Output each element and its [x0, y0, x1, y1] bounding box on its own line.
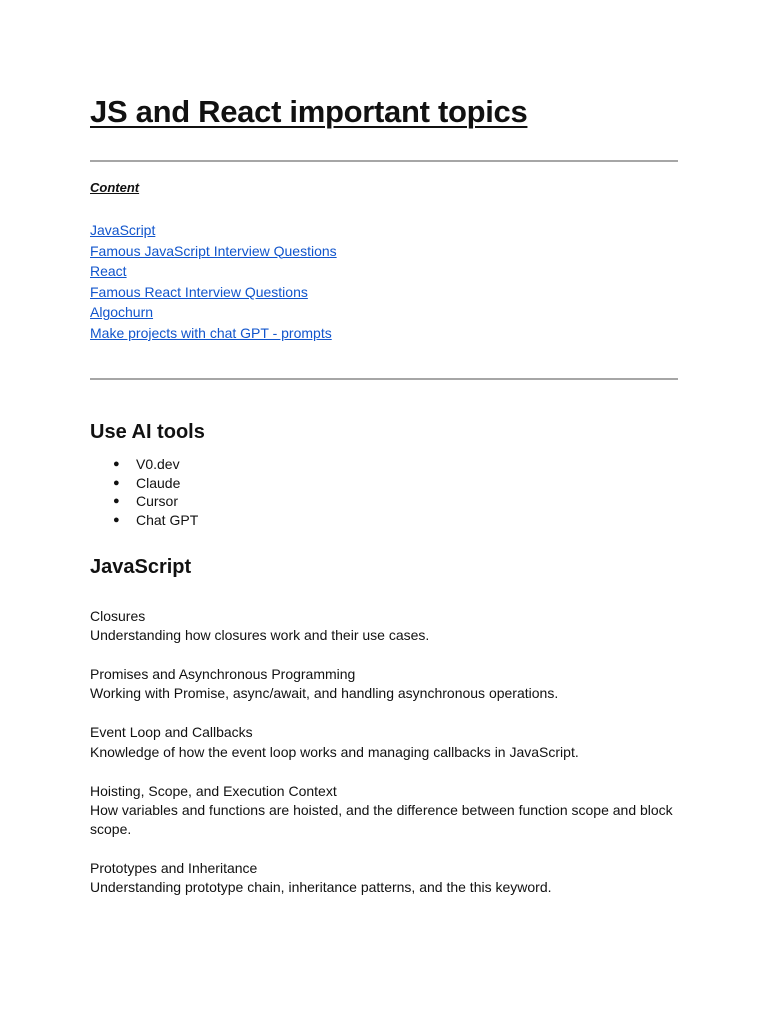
topic-block — [90, 665, 678, 704]
bullet-icon: ● — [113, 458, 120, 470]
list-item-label: Cursor — [136, 493, 179, 510]
topic-title: Promises and Asynchronous Programming — [90, 666, 356, 683]
bullet-icon: ● — [113, 476, 120, 489]
topic-title: Prototypes and Inheritance — [90, 860, 258, 877]
toc-link-chat-gpt-prompts[interactable]: Make projects with chat GPT - prompts — [90, 324, 332, 341]
topic-description: Working with Promise, async/await, and handling asynchronous operations. — [90, 685, 559, 702]
section-heading-javascript: JavaScript — [90, 556, 192, 578]
topic-block — [90, 723, 678, 762]
list-item — [90, 511, 198, 530]
toc-item — [90, 220, 337, 241]
toc-link-famous-javascript-interview-questions[interactable]: Famous JavaScript Interview Questions — [90, 242, 337, 259]
toc-link-famous-react-interview-questions[interactable]: Famous React Interview Questions — [90, 283, 308, 300]
javascript-topics — [90, 607, 678, 917]
section-heading-ai-tools: Use AI tools — [90, 421, 205, 443]
toc-item — [90, 323, 337, 344]
topic-description: Knowledge of how the event loop works and managing callbacks in JavaScript. — [90, 743, 579, 760]
toc-link-algochurn[interactable]: Algochurn — [90, 304, 154, 321]
toc-item — [90, 302, 337, 323]
toc-item — [90, 241, 337, 262]
list-item — [90, 474, 198, 493]
toc-link-javascript[interactable]: JavaScript — [90, 222, 156, 238]
list-item-label: Chat GPT — [136, 512, 199, 529]
toc-link-react[interactable]: React — [90, 263, 127, 280]
document-title: JS and React important topics — [90, 94, 528, 129]
toc-item — [90, 282, 337, 303]
content-label: Content — [90, 180, 140, 195]
bullet-icon: ● — [113, 514, 120, 527]
list-item-label: Claude — [136, 474, 181, 491]
table-of-contents — [90, 220, 337, 344]
horizontal-divider — [90, 378, 678, 380]
topic-description: Understanding how closures work and their use cases. — [90, 627, 430, 644]
topic-description: How variables and functions are hoisted, and the difference between function scope and block scope. — [90, 801, 673, 838]
topic-title: Event Loop and Callbacks — [90, 724, 253, 741]
list-item — [90, 455, 198, 474]
list-item — [90, 492, 198, 511]
topic-title: Closures — [90, 608, 146, 624]
topic-block — [90, 782, 678, 840]
topic-block — [90, 607, 678, 646]
toc-item — [90, 261, 337, 282]
topic-title: Hoisting, Scope, and Execution Context — [90, 782, 337, 799]
topic-description: Understanding prototype chain, inheritance patterns, and the this keyword. — [90, 879, 552, 896]
list-item-label: V0.dev — [136, 456, 180, 472]
bullet-icon: ● — [113, 495, 120, 508]
ai-tools-list — [90, 455, 198, 530]
topic-block — [90, 859, 678, 898]
horizontal-divider — [90, 160, 678, 162]
